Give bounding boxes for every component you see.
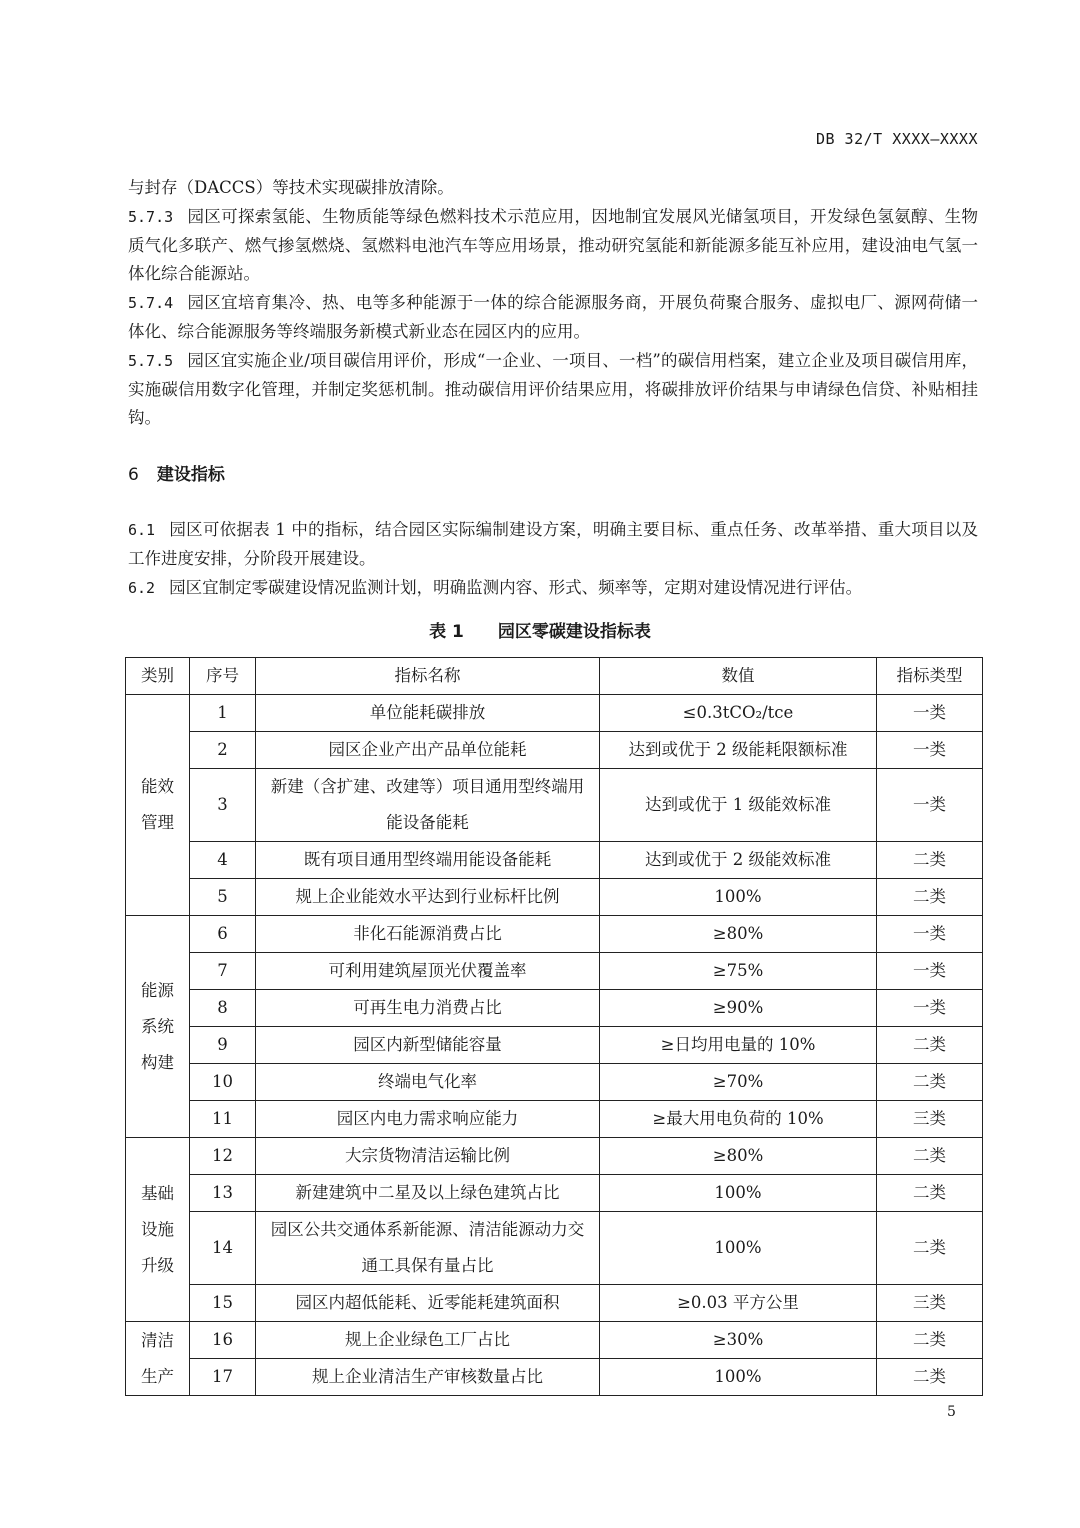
category-cell: 能源 系统 构建 <box>126 916 190 1138</box>
paragraph-6-1: 6.1 园区可依据表 1 中的指标，结合园区实际编制建设方案，明确主要目标、重点任务、改革举措、重大项目以及工作进度安排，分阶段开展建设。 <box>128 520 978 568</box>
value-cell: ≥70% <box>600 1064 877 1101</box>
document-code: DB 32/T XXXX—XXXX <box>815 130 978 148</box>
table-row <box>126 1322 983 1359</box>
type-cell: 二类 <box>877 1359 983 1396</box>
value-cell: ≥30% <box>600 1322 877 1359</box>
indicator-name-cell: 规上企业绿色工厂占比 <box>256 1322 600 1359</box>
type-cell: 二类 <box>877 879 983 916</box>
indicator-name-cell: 新建建筑中二星及以上绿色建筑占比 <box>256 1175 600 1212</box>
indicator-name-cell: 规上企业能效水平达到行业标杆比例 <box>256 879 600 916</box>
value-cell: 达到或优于 2 级能效标准 <box>600 842 877 879</box>
indicator-name-cell: 园区内新型储能容量 <box>256 1027 600 1064</box>
table-row <box>126 1175 983 1212</box>
table-caption <box>0 617 1080 642</box>
index-cell: 4 <box>190 842 256 879</box>
indicator-name-cell: 园区内超低能耗、近零能耗建筑面积 <box>256 1285 600 1322</box>
value-cell: 达到或优于 2 级能耗限额标准 <box>600 732 877 769</box>
index-cell: 12 <box>190 1138 256 1175</box>
clause-number: 6.1 <box>128 521 156 539</box>
header-no: 序号 <box>190 658 256 695</box>
header-value: 数值 <box>600 658 877 695</box>
table-title: 园区零碳建设指标表 <box>497 622 651 642</box>
table-row <box>126 953 983 990</box>
category-cell: 基础 设施 升级 <box>126 1138 190 1322</box>
index-cell: 10 <box>190 1064 256 1101</box>
paragraph-5-7-4: 5.7.4 园区宜培育集冷、热、电等多种能源于一体的综合能源服务商，开展负荷聚合服务、虚拟电厂、源网荷储一体化、综合能源服务等终端服务新模式新业态在园区内的应用。 <box>128 293 978 341</box>
value-cell: ≥75% <box>600 953 877 990</box>
type-cell: 三类 <box>877 1285 983 1322</box>
value-cell: ≥80% <box>600 916 877 953</box>
clause-number: 5.7.4 <box>128 294 174 313</box>
indicator-name-cell: 可利用建筑屋顶光伏覆盖率 <box>256 953 600 990</box>
table-header-row <box>126 658 983 695</box>
clause-number: 6.2 <box>128 578 156 597</box>
indicator-name-cell: 园区内电力需求响应能力 <box>256 1101 600 1138</box>
header-type: 指标类型 <box>877 658 983 695</box>
value-cell: 达到或优于 1 级能效标准 <box>600 769 877 842</box>
indicator-name-cell: 园区公共交通体系新能源、清洁能源动力交通工具保有量占比 <box>256 1212 600 1285</box>
value-cell: 100% <box>600 879 877 916</box>
index-cell: 9 <box>190 1027 256 1064</box>
type-cell: 一类 <box>877 695 983 732</box>
table-number: 表 1 <box>429 622 464 642</box>
table-row <box>126 990 983 1027</box>
table-row <box>126 695 983 732</box>
indicator-name-cell: 既有项目通用型终端用能设备能耗 <box>256 842 600 879</box>
table-row <box>126 1027 983 1064</box>
indicator-name-cell: 园区企业产出产品单位能耗 <box>256 732 600 769</box>
type-cell: 一类 <box>877 953 983 990</box>
table-row <box>126 1285 983 1322</box>
index-cell: 11 <box>190 1101 256 1138</box>
indicator-name-cell: 可再生电力消费占比 <box>256 990 600 1027</box>
indicator-name-cell: 单位能耗碳排放 <box>256 695 600 732</box>
table-row <box>126 1359 983 1396</box>
type-cell: 二类 <box>877 1322 983 1359</box>
table-row <box>126 769 983 842</box>
index-cell: 13 <box>190 1175 256 1212</box>
value-cell: 100% <box>600 1212 877 1285</box>
paragraph: 与封存（DACCS）等技术实现碳排放清除。 <box>128 178 454 197</box>
table-row <box>126 1064 983 1101</box>
value-cell: ≥日均用电量的 10% <box>600 1027 877 1064</box>
index-cell: 3 <box>190 769 256 842</box>
type-cell: 一类 <box>877 732 983 769</box>
table-row <box>126 1101 983 1138</box>
indicator-name-cell: 大宗货物清洁运输比例 <box>256 1138 600 1175</box>
value-cell: ≥最大用电负荷的 10% <box>600 1101 877 1138</box>
type-cell: 二类 <box>877 1027 983 1064</box>
type-cell: 二类 <box>877 1175 983 1212</box>
index-cell: 5 <box>190 879 256 916</box>
body-section <box>128 516 978 602</box>
table-row <box>126 732 983 769</box>
index-cell: 7 <box>190 953 256 990</box>
type-cell: 一类 <box>877 769 983 842</box>
type-cell: 一类 <box>877 990 983 1027</box>
type-cell: 二类 <box>877 842 983 879</box>
index-cell: 14 <box>190 1212 256 1285</box>
type-cell: 三类 <box>877 1101 983 1138</box>
paragraph-5-7-5: 5.7.5 园区宜实施企业/项目碳信用评价，形成“一企业、一项目、一档”的碳信用档案，建立企业及项目碳信用库，实施碳信用数字化管理，并制定奖惩机制。推动碳信用评价结果应用，将碳排放评价结果与申请绿色信贷、补贴相挂钩。 <box>128 350 978 428</box>
value-cell: 100% <box>600 1359 877 1396</box>
index-cell: 6 <box>190 916 256 953</box>
value-cell: ≥90% <box>600 990 877 1027</box>
index-cell: 15 <box>190 1285 256 1322</box>
type-cell: 二类 <box>877 1138 983 1175</box>
type-cell: 二类 <box>877 1064 983 1101</box>
table-row <box>126 879 983 916</box>
table-row <box>126 1212 983 1285</box>
index-cell: 8 <box>190 990 256 1027</box>
page-number: 5 <box>947 1404 956 1420</box>
indicator-name-cell: 规上企业清洁生产审核数量占比 <box>256 1359 600 1396</box>
index-cell: 17 <box>190 1359 256 1396</box>
metrics-table <box>125 657 983 1396</box>
table-row <box>126 916 983 953</box>
value-cell: 100% <box>600 1175 877 1212</box>
value-cell: ≤0.3tCO₂/tce <box>600 695 877 732</box>
index-cell: 1 <box>190 695 256 732</box>
category-cell: 清洁 生产 <box>126 1322 190 1396</box>
section-heading <box>128 460 225 485</box>
section-title: 建设指标 <box>156 465 225 485</box>
header-name: 指标名称 <box>256 658 600 695</box>
body-top <box>128 174 978 433</box>
value-cell: ≥80% <box>600 1138 877 1175</box>
paragraph-5-7-3: 5.7.3 园区可探索氢能、生物质能等绿色燃料技术示范应用，因地制宜发展风光储氢项目，开发绿色氢氨醇、生物质气化多联产、燃气掺氢燃烧、氢燃料电池汽车等应用场景，推动研究氢能和新能源多能互补应用，建设油电气氢一体化综合能源站。 <box>128 206 978 284</box>
table-row <box>126 842 983 879</box>
section-number: 6 <box>128 465 139 485</box>
paragraph-6-2: 6.2 园区宜制定零碳建设情况监测计划，明确监测内容、形式、频率等，定期对建设情况进行评估。 <box>128 577 863 597</box>
clause-number: 5.7.3 <box>128 207 174 226</box>
value-cell: ≥0.03 平方公里 <box>600 1285 877 1322</box>
index-cell: 2 <box>190 732 256 769</box>
clause-number: 5.7.5 <box>128 351 174 370</box>
type-cell: 一类 <box>877 916 983 953</box>
indicator-name-cell: 新建（含扩建、改建等）项目通用型终端用能设备能耗 <box>256 769 600 842</box>
index-cell: 16 <box>190 1322 256 1359</box>
type-cell: 二类 <box>877 1212 983 1285</box>
table-row <box>126 1138 983 1175</box>
indicator-name-cell: 终端电气化率 <box>256 1064 600 1101</box>
indicator-name-cell: 非化石能源消费占比 <box>256 916 600 953</box>
category-cell: 能效 管理 <box>126 695 190 916</box>
header-category: 类别 <box>126 658 190 695</box>
